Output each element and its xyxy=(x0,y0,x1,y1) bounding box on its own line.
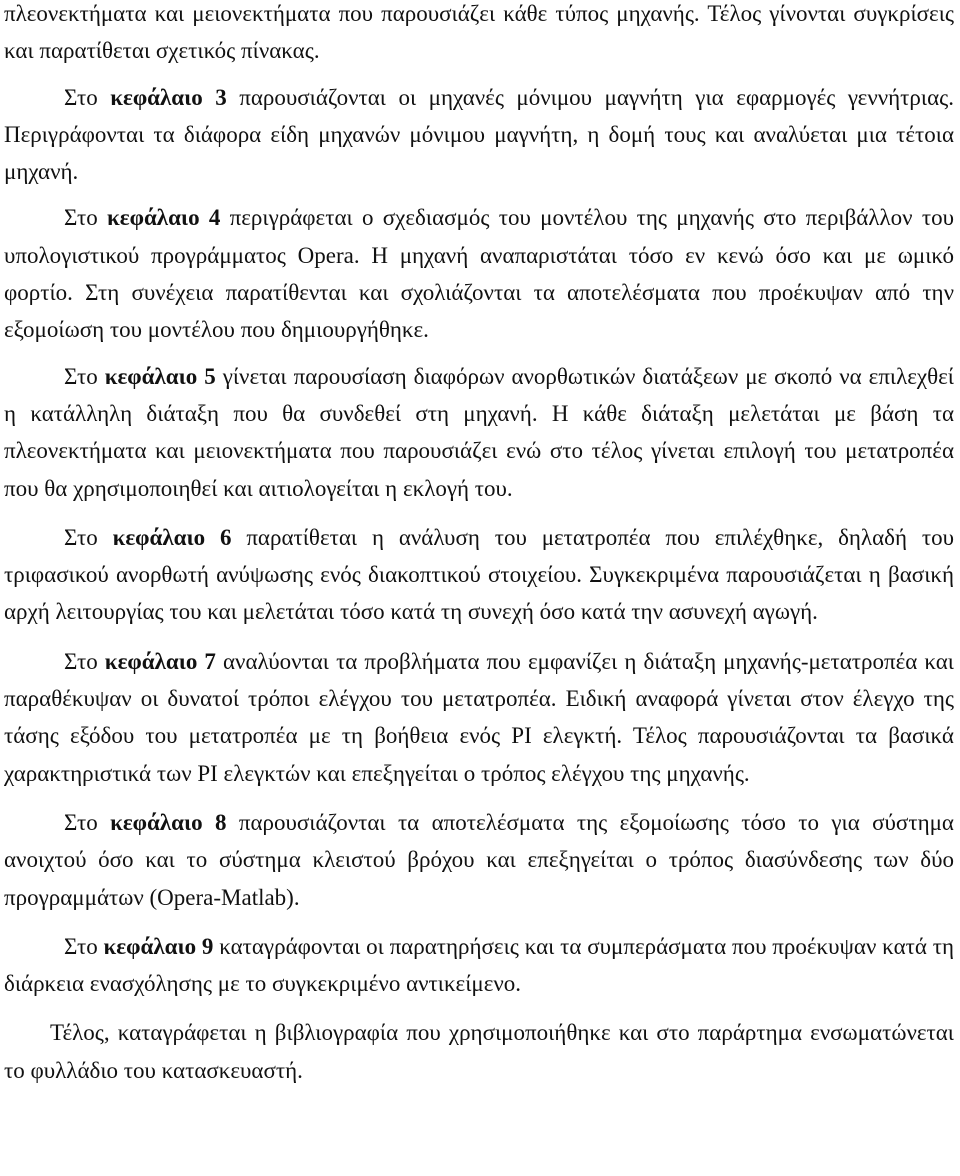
paragraph-chapter-9 xyxy=(4,928,954,1003)
paragraph-text-lead: Στο xyxy=(64,933,104,959)
chapter-keyword: κεφάλαιο 7 xyxy=(104,648,216,674)
paragraph-chapter-8 xyxy=(4,804,954,916)
chapter-keyword: κεφάλαιο 8 xyxy=(110,809,227,835)
paragraph-intro-continuation xyxy=(4,0,954,70)
chapter-keyword: κεφάλαιο 5 xyxy=(104,363,216,389)
paragraph-text-lead: Στο xyxy=(64,648,105,674)
chapter-keyword: κεφάλαιο 9 xyxy=(103,933,214,959)
paragraph-chapter-6 xyxy=(4,519,954,631)
paragraph-text: παρατίθεται η ανάλυση του μετατροπέα που επιλέχθηκε, δηλαδή του τριφασικού ανορθωτή ανύψωσης ενός διακοπτικού στοιχείου. Συγκεκριμένα παρουσιάζεται η βασική αρχή λειτουργίας του και μελετάται τόσο κατά τη συνεχή όσο κατά την ασυνεχή αγωγή. xyxy=(4,524,954,625)
paragraph-text: περιγράφεται ο σχεδιασμός του μοντέλου της μηχανής στο περιβάλλον του υπολογιστικού προγράμματος Opera. Η μηχανή αναπαριστάται τόσο εν κενώ όσο και με ωμικό φορτίο. Στη συνέχεια παρατίθενται και σχολιάζονται τα αποτελέσματα που προέκυψαν από την εξομοίωση του μοντέλου που δημιουργήθηκε. xyxy=(4,205,954,343)
paragraph-text: πλεονεκτήματα και μειονεκτήματα που παρουσιάζει κάθε τύπος μηχανής. Τέλος γίνονται συγκρίσεις και παρατίθεται σχετικός πίνακας. xyxy=(4,1,954,64)
paragraph-chapter-3 xyxy=(4,79,954,191)
paragraph-text: γίνεται παρουσίαση διαφόρων ανορθωτικών διατάξεων με σκοπό να επιλεχθεί η κατάλληλη διάταξη που θα συνδεθεί στη μηχανή. Η κάθε διάταξη μελετάται με βάση τα πλεονεκτήματα και μειονεκτήματα που παρουσιάζει ενώ στο τέλος γίνεται επιλογή του μετατροπέα που θα χρησιμοποιηθεί και αιτιολογείται η εκλογή του. xyxy=(4,363,954,501)
paragraph-text-lead: Στο xyxy=(64,205,108,231)
paragraph-text: καταγράφονται οι παρατηρήσεις και τα συμπεράσματα που προέκυψαν κατά τη διάρκεια ενασχόλησης με το συγκεκριμένο αντικείμενο. xyxy=(4,933,954,997)
document-page xyxy=(4,0,954,1176)
paragraph-text: παρουσιάζονται οι μηχανές μόνιμου μαγνήτη για εφαρμογές γεννήτριας. Περιγράφονται τα διάφορα είδη μηχανών μόνιμου μαγνήτη, η δομή τους και αναλύεται μια τέτοια μηχανή. xyxy=(4,84,954,185)
paragraph-text-lead: Στο xyxy=(64,809,111,835)
paragraph-chapter-7 xyxy=(4,643,954,792)
chapter-keyword: κεφάλαιο 4 xyxy=(107,205,221,231)
paragraph-chapter-4 xyxy=(4,199,954,348)
paragraph-text-lead: Στο xyxy=(64,84,111,110)
paragraph-text: παρουσιάζονται τα αποτελέσματα της εξομοίωσης τόσο το για σύστημα ανοιχτού όσο και το σύστημα κλειστού βρόχου και επεξηγείται ο τρόπος διασύνδεσης των δύο προγραμμάτων (Opera-Matlab). xyxy=(4,809,954,910)
chapter-keyword: κεφάλαιο 3 xyxy=(110,84,227,110)
paragraph-text-lead: Στο xyxy=(64,363,105,389)
chapter-keyword: κεφάλαιο 6 xyxy=(112,524,232,550)
paragraph-chapter-5 xyxy=(4,358,954,507)
paragraph-text: Τέλος, καταγράφεται η βιβλιογραφία που χρησιμοποιήθηκε και στο παράρτημα ενσωματώνεται το φυλλάδιο του κατασκευαστή. xyxy=(4,1020,954,1083)
paragraph-closing xyxy=(4,1014,954,1089)
paragraph-text: αναλύονται τα προβλήματα που εμφανίζει η διάταξη μηχανής-μετατροπέα και παραθέκυψαν οι δυνατοί τρόποι ελέγχου του μετατροπέα. Ειδική αναφορά γίνεται στον έλεγχο της τάσης εξόδου του μετατροπέα με τη βοήθεια ενός PI ελεγκτή. Τέλος παρουσιάζονται τα βασικά χαρακτηριστικά των PI ελεγκτών και επεξηγείται ο τρόπος ελέγχου της μηχανής. xyxy=(4,648,954,786)
paragraph-text-lead: Στο xyxy=(64,524,113,550)
